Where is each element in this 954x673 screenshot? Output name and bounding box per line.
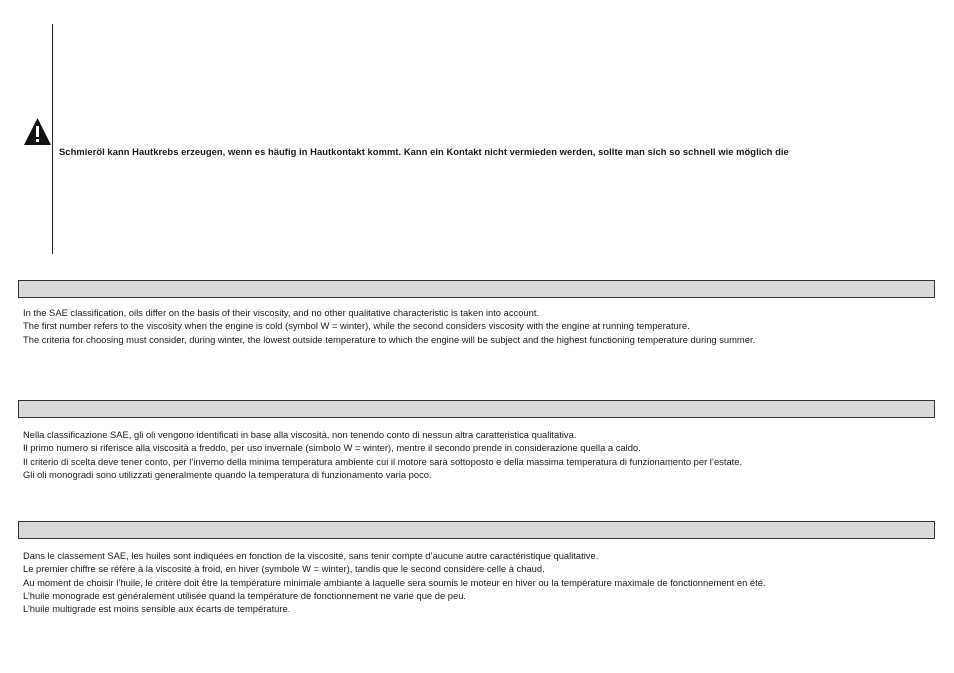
- warning-text: Schmieröl kann Hautkrebs erzeugen, wenn es häufig in Hautkontakt kommt. Kann ein Kontakt nicht vermieden werden, sollte man sich so schnell wie möglich die: [59, 146, 789, 157]
- paragraph-line: L’huile monograde est généralement utilisée quand la température de fonctionnement ne varie que de peu.: [23, 589, 467, 601]
- section-header-bar-en: [18, 280, 935, 298]
- paragraph-line: Nella classificazione SAE, gli oli vengono identificati in base alla viscosità, non tenendo conto di nessun altra caratteristica qualitativa.: [23, 429, 577, 440]
- paragraph-line: Gli oli monogradi sono utilizzati generalmente quando la temperatura di funzionamento varia poco.: [23, 468, 432, 480]
- paragraph-line: L’huile multigrade est moins sensible aux écarts de température.: [23, 603, 291, 615]
- paragraph-line: The first number refers to the viscosity when the engine is cold (symbol W = winter), while the second considers viscosity with the engine at running temperature.: [23, 320, 690, 332]
- paragraph-line: Il primo numero si riferisce alla viscosità a freddo, per uso invernale (simbolo W = winter), mentre il secondo prende in considerazione quella a caldo.: [23, 442, 641, 454]
- paragraph-line: Dans le classement SAE, les huiles sont indiquées en fonction de la viscosité, sans tenir compte d’aucune autre caractéristique qualitative.: [23, 550, 599, 561]
- warning-triangle-icon: [23, 117, 52, 146]
- paragraph-line: Le premier chiffre se réfère à la viscosité à froid, en hiver (symbole W = winter), tandis que le second considère celle à chaud.: [23, 563, 545, 575]
- paragraph-line: Il criterio di scelta deve tener conto, per l’inverno della minima temperatura ambiente cui il motore sarà sottoposto e della massima temperatura di funzionamento per l’estate.: [23, 455, 743, 467]
- section-header-bar-fr: [18, 521, 935, 539]
- paragraph-line: In the SAE classification, oils differ on the basis of their viscosity, and no other qualitative characteristic is taken into account.: [23, 307, 540, 318]
- paragraph-line: Au moment de choisir l’huile, le critère doit être la température minimale ambiante à laquelle sera soumis le moteur en hiver ou la température maximale de fonctionnement en été.: [23, 576, 766, 588]
- section-italian: [23, 428, 933, 481]
- section-english: [23, 306, 933, 346]
- section-french: [23, 549, 933, 615]
- section-header-bar-it: [18, 400, 935, 418]
- paragraph-line: The criteria for choosing must consider, during winter, the lowest outside temperature to which the engine will be subject and the highest functioning temperature during summer.: [23, 333, 756, 345]
- vertical-rule: [52, 24, 53, 254]
